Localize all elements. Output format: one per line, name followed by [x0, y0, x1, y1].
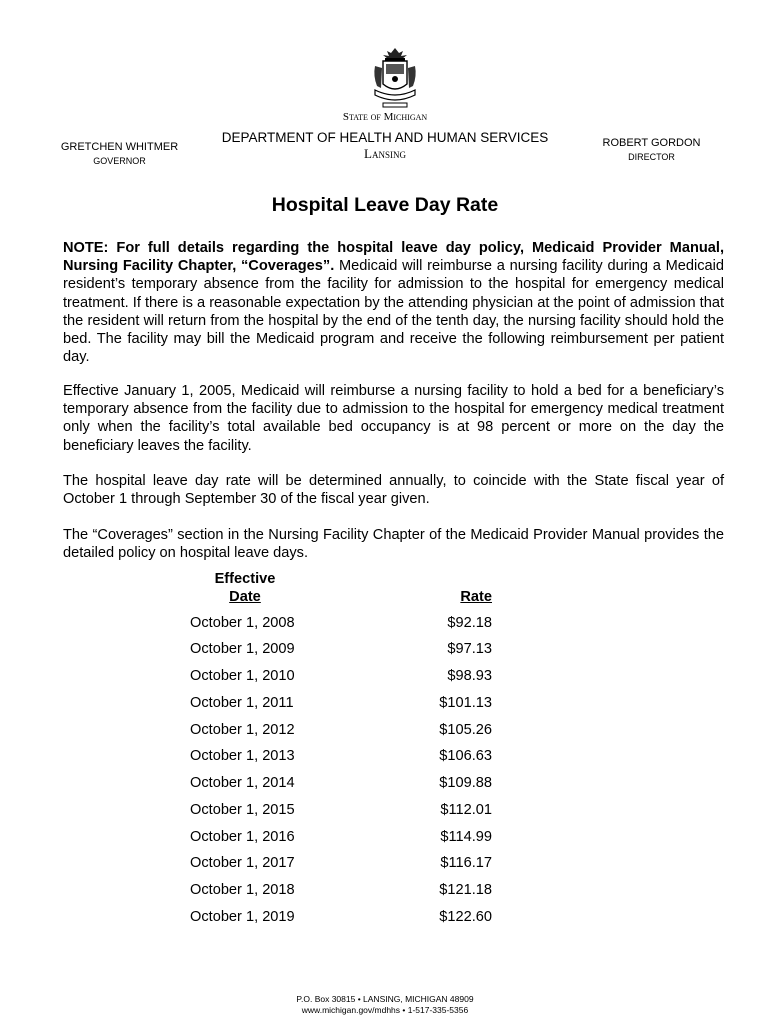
- row-rate: $112.01: [440, 802, 492, 818]
- row-date: October 1, 2018: [190, 882, 295, 898]
- date-header-label: Date: [229, 588, 261, 605]
- row-rate: $92.18: [447, 615, 492, 631]
- effective-2005-paragraph: Effective January 1, 2005, Medicaid will reimburse a nursing facility to hold a bed for a beneficiary’s temporary absence from the facility due to admission to the hospital for emergency medical treatment only when the facility’s total available bed occupancy is at 98 percent or more on the day the beneficiary leaves the facility.: [63, 383, 724, 454]
- row-date: October 1, 2013: [190, 748, 295, 764]
- row-rate: $109.88: [439, 775, 492, 791]
- rate-header-label: Rate: [460, 589, 492, 605]
- footer: [0, 994, 770, 1015]
- row-rate: $106.63: [439, 748, 492, 764]
- row-date: October 1, 2017: [190, 855, 295, 871]
- row-date: October 1, 2014: [190, 775, 295, 791]
- city-name: Lansing: [364, 146, 406, 161]
- director-title: DIRECTOR: [628, 152, 675, 162]
- row-date: October 1, 2012: [190, 722, 295, 738]
- governor-title: GOVERNOR: [93, 156, 146, 166]
- director-name: ROBERT GORDON: [602, 137, 701, 149]
- effective-date-header: [184, 571, 306, 606]
- table-row: [0, 748, 770, 768]
- table-row: [0, 829, 770, 849]
- footer-contact: www.michigan.gov/mdhhs • 1-517-335-5356: [301, 1004, 469, 1015]
- row-rate: $114.99: [440, 829, 492, 845]
- footer-address: P.O. Box 30815 • LANSING, MICHIGAN 48909: [296, 994, 474, 1004]
- row-date: October 1, 2009: [190, 641, 295, 657]
- table-row: [0, 775, 770, 795]
- table-row: [0, 909, 770, 929]
- coverages-paragraph: The “Coverages” section in the Nursing Facility Chapter of the Medicaid Provider Manual provides the detailed policy on hospital leave days.: [63, 527, 724, 562]
- row-rate: $97.13: [447, 641, 492, 657]
- row-rate: $122.60: [439, 909, 492, 925]
- table-row: [0, 802, 770, 822]
- row-rate: $98.93: [447, 668, 492, 684]
- row-rate: $101.13: [439, 695, 492, 711]
- row-date: October 1, 2010: [190, 668, 295, 684]
- table-row: [0, 641, 770, 661]
- row-date: October 1, 2008: [190, 615, 295, 631]
- row-rate: $105.26: [439, 722, 492, 738]
- state-name: State of Michigan: [342, 111, 428, 123]
- row-date: October 1, 2019: [190, 909, 295, 925]
- effective-header-label: Effective: [214, 571, 276, 587]
- table-row: [0, 722, 770, 742]
- department-name: DEPARTMENT OF HEALTH AND HUMAN SERVICES: [221, 130, 549, 145]
- table-row: [0, 882, 770, 902]
- table-row: [0, 695, 770, 715]
- governor-name: GRETCHEN WHITMER: [60, 141, 179, 153]
- annual-rate-paragraph: The hospital leave day rate will be determined annually, to coincide with the State fiscal year of October 1 through September 30 of the fiscal year given.: [63, 473, 724, 508]
- note-text: Medicaid will reimburse a nursing facility during a Medicaid resident’s temporary absence from the facility for admission to the hospital for emergency medical treatment. If there is a reasonable expectation by the attending physician at the point of admission that the resident will return from the hospital by the end of the tenth day, the nursing facility should hold the bed. The facility may bill the Medicaid program and receive the following reimbursement per patient day.: [63, 258, 724, 366]
- note-paragraph: [63, 239, 724, 366]
- row-rate: $116.17: [440, 855, 492, 871]
- row-date: October 1, 2016: [190, 829, 295, 845]
- row-date: October 1, 2015: [190, 802, 295, 818]
- table-row: [0, 615, 770, 635]
- table-row: [0, 855, 770, 875]
- state-seal-logo: [369, 46, 421, 110]
- row-date: October 1, 2011: [190, 695, 294, 711]
- table-row: [0, 668, 770, 688]
- row-rate: $121.18: [439, 882, 492, 898]
- page-title: Hospital Leave Day Rate: [271, 194, 499, 216]
- note-bold-text: NOTE: For full details regarding the hospital leave day policy, Medicaid Provider Manual, Nursing Facility Chapter, “Coverages”.: [63, 240, 724, 275]
